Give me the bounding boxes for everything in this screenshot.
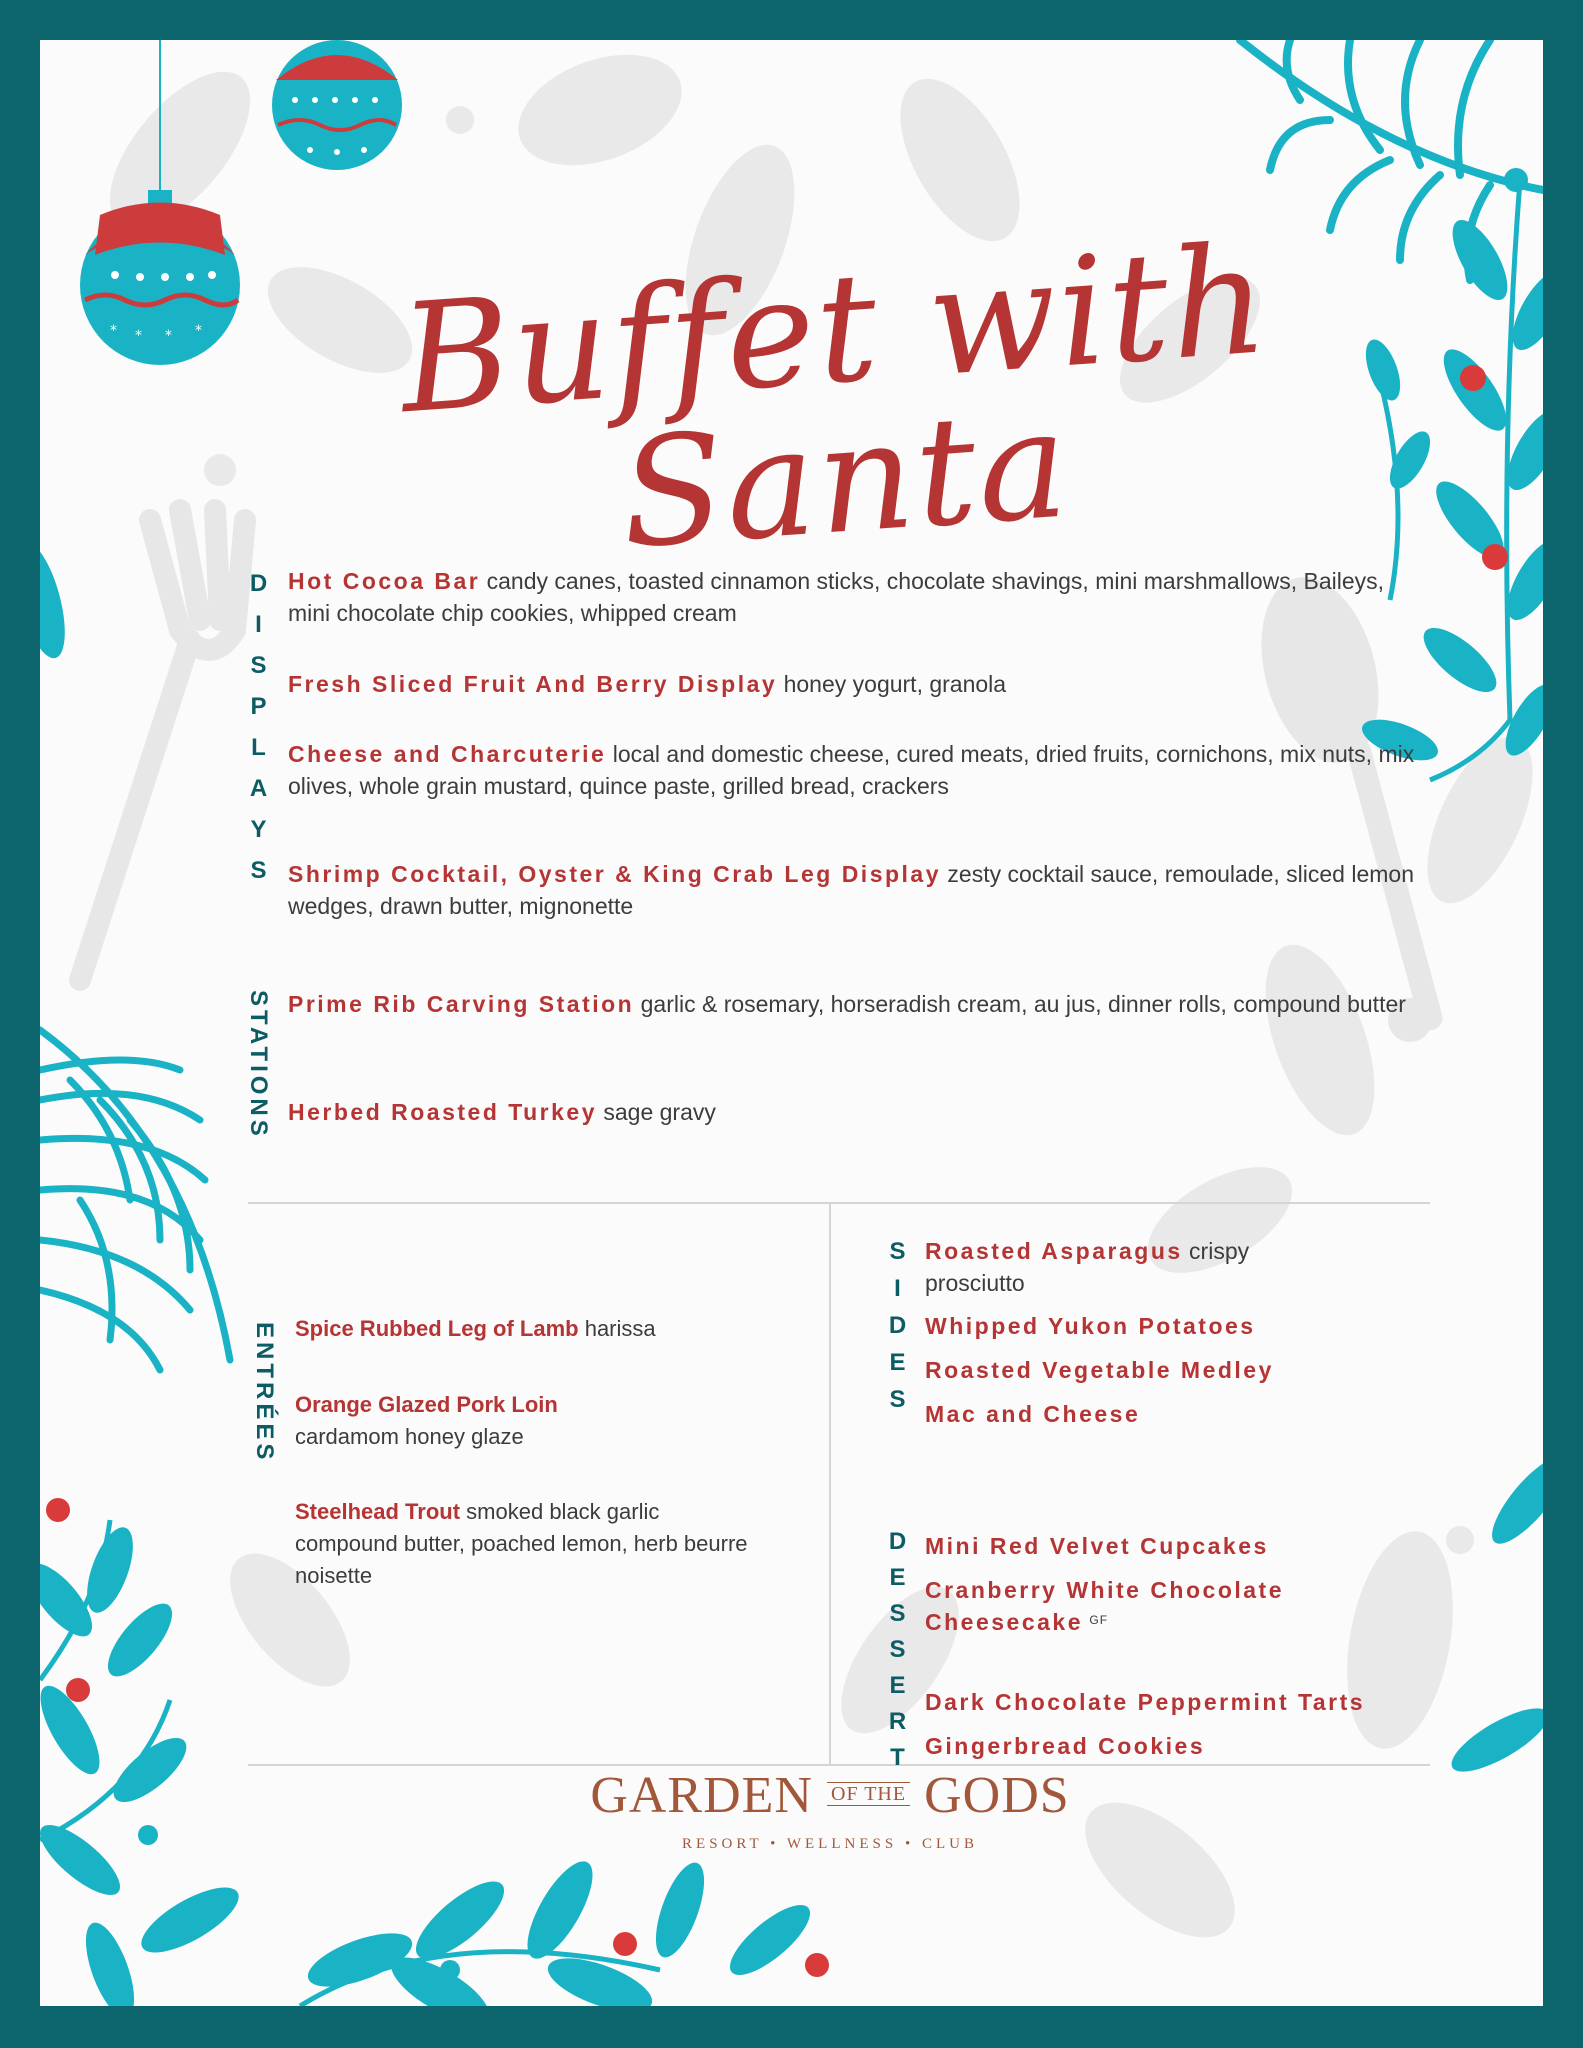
gluten-free-tag: GF [1089, 1613, 1109, 1627]
item-name: Herbed Roasted Turkey [288, 1099, 597, 1125]
item-description: cardamom honey glaze [295, 1424, 524, 1449]
menu-item [288, 858, 1418, 922]
menu-item [295, 1496, 765, 1592]
item-description: smoked black garlic compound butter, poached lemon, herb beurre noisette [295, 1499, 748, 1588]
item-name: Mac and Cheese [925, 1401, 1141, 1427]
section-label-dessert: DESSERT [884, 1528, 911, 1780]
menu-item [288, 1096, 1418, 1128]
menu-item [925, 1354, 1445, 1386]
divider-horizontal [248, 1202, 1430, 1204]
menu-item [295, 1313, 765, 1345]
item-name: Roasted Asparagus [925, 1238, 1183, 1264]
item-name: Cheese and Charcuterie [288, 741, 607, 767]
item-description: harissa [584, 1316, 656, 1341]
item-name: Gingerbread Cookies [925, 1733, 1206, 1759]
item-name: Hot Cocoa Bar [288, 568, 481, 594]
item-description: garlic & rosemary, horseradish cream, au jus, dinner rolls, compound butter [640, 991, 1406, 1017]
svg-text:*: * [135, 328, 142, 344]
menu-item [288, 738, 1418, 802]
item-name: Shrimp Cocktail, Oyster & King Crab Leg Display [288, 861, 942, 887]
menu-item [288, 565, 1418, 629]
item-description: candy canes, toasted cinnamon sticks, chocolate shavings, mini marshmallows, Baileys, mini chocolate chip cookies, whipped cream [288, 568, 1385, 626]
menu-item [925, 1530, 1445, 1562]
item-name: Mini Red Velvet Cupcakes [925, 1533, 1269, 1559]
section-label-displays: DISPLAYS [245, 570, 272, 898]
section-label-stations: STATIONS [245, 990, 272, 1140]
menu-item [925, 1574, 1345, 1638]
menu-item [925, 1235, 1345, 1299]
item-name: Fresh Sliced Fruit And Berry Display [288, 671, 778, 697]
svg-text:*: * [195, 323, 202, 339]
item-description: sage gravy [603, 1099, 716, 1125]
menu-item [925, 1730, 1445, 1762]
resort-logo [540, 1768, 1120, 1853]
item-description: honey yogurt, granola [783, 671, 1007, 697]
item-name: Steelhead Trout [295, 1499, 461, 1524]
menu-item [925, 1686, 1445, 1718]
logo-word-gods: GODS [924, 1767, 1070, 1824]
leaf-branch-bottom-left-icon [40, 1498, 248, 2006]
divider-horizontal-bottom [248, 1764, 1430, 1766]
item-name: Prime Rib Carving Station [288, 991, 635, 1017]
logo-word-of-the: OF THE [827, 1782, 910, 1806]
logo-word-garden: GARDEN [590, 1767, 813, 1824]
leaf-right-lower-icon [1443, 1446, 1543, 1783]
svg-text:*: * [165, 328, 172, 344]
divider-vertical [829, 1204, 831, 1764]
item-name: Roasted Vegetable Medley [925, 1357, 1274, 1383]
item-description: zesty cocktail sauce, remoulade, sliced lemon wedges, drawn butter, mignonette [288, 861, 1415, 919]
ornament-large-icon [80, 190, 240, 365]
section-label-entrees: ENTRÉES [251, 1322, 278, 1464]
menu-item [925, 1310, 1445, 1342]
item-name: Dark Chocolate Peppermint Tarts [925, 1689, 1366, 1715]
leaf-branch-bottom-center-icon [300, 1852, 829, 2006]
section-label-sides: SIDES [884, 1238, 911, 1423]
item-name: Cranberry White Chocolate Cheesecake [925, 1577, 1284, 1635]
item-description: crispy prosciutto [925, 1238, 1250, 1296]
logo-tagline: RESORT • WELLNESS • CLUB [682, 1836, 978, 1852]
pine-branch-left-icon [40, 1030, 230, 1370]
leaf-left-icon [40, 537, 75, 663]
menu-title: Buffet with Santa [394, 213, 1275, 583]
item-name: Spice Rubbed Leg of Lamb [295, 1316, 579, 1341]
menu-item [925, 1398, 1445, 1430]
item-name: Orange Glazed Pork Loin [295, 1392, 558, 1417]
fork-icon [80, 510, 245, 980]
menu-item [288, 668, 1418, 700]
item-name: Whipped Yukon Potatoes [925, 1313, 1256, 1339]
item-description: local and domestic cheese, cured meats, dried fruits, cornichons, mix nuts, mix olives, whole grain mustard, quince paste, grilled bread, crackers [288, 741, 1415, 799]
menu-page [40, 40, 1543, 2006]
menu-item [295, 1389, 615, 1453]
svg-text:*: * [110, 323, 117, 339]
menu-item [288, 988, 1418, 1020]
